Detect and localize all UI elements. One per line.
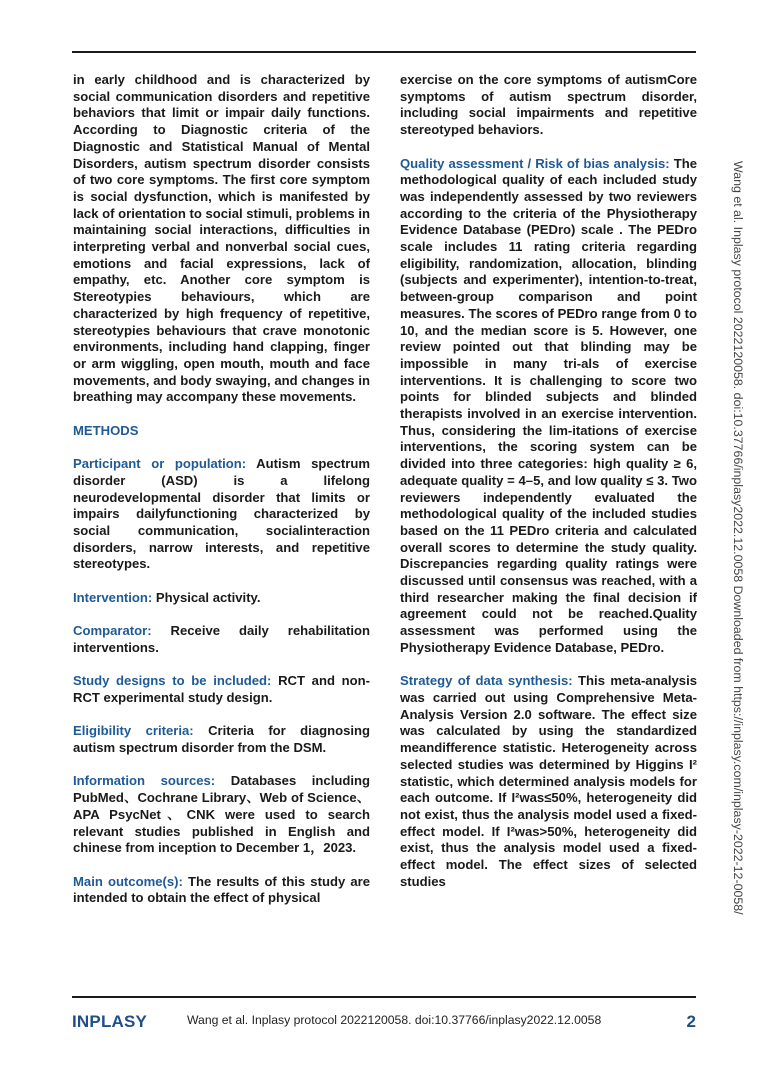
section-intervention — [73, 590, 370, 607]
section-text: The methodological quality of each included study was independently assessed by two reviewers according to the criteria of the Physiotherapy Evidence Database (PEDro) scale . The PEDro scale includes 11 rating criteria regarding eligibility, randomization, allocation, blinding (subjects and experimenter), intention-to-treat, between-group comparison and point measures. The scores of PEDro range from 0 to 10, and the median score is 5. However, one review pointed out that blinding may be impossible in many tri-als of exercise interventions. It is challenging to score two points for blinded subjects and blinded therapists involved in an exercise intervention. Thus, considering the lim-itations of exercise interventions, the scoring system can be divided into three categories: high quality ≥ 6, adequate quality = 4–5, and low quality ≤ 3. Two reviewers independently evaluated the methodological quality of the included studies based on the 11 PEDro criteria and calculated overall scores to determine the study quality. Discrepancies regarding quality ratings were discussed until consensus was reached, with a third researcher making the final decision if agreement could not be reached.Quality assessment was performed using the Physiotherapy Evidence Database, PEDro. — [400, 155, 697, 655]
section-text: Databases including PubMed、Cochrane Library、Web of Science、APA PsycNet、CNK were used to search relevant studies published in English and chinese from inception to December 1，2023. — [73, 773, 370, 856]
section-study-designs — [73, 673, 370, 706]
section-label: Comparator: — [73, 623, 152, 639]
section-text: Physical activity. — [152, 589, 261, 605]
section-data-synthesis — [400, 673, 697, 890]
section-quality-assessment — [400, 156, 697, 657]
section-information-sources — [73, 773, 370, 857]
section-label: Strategy of data synthesis: — [400, 673, 573, 689]
section-label: Information sources: — [73, 773, 216, 789]
intro-paragraph: in early childhood and is characterized by social communication disorders and repetitive behaviors that limit or impair daily functions. According to Diagnostic criteria of the Diagnostic and Statistical Manual of Mental Disorders, autism spectrum disorder consists of two core symptoms. The first core symptom is social dysfunction, which is manifested by lack of orientation to social stimuli, problems in maintaining social interactions, difficulties in interpreting verbal and nonverbal social cues, emotions and facial expressions, lack of empathy, etc. Another core symptom is Stereotypies behaviours, which are characterized by high frequency of repetitive, stereotypies behaviours that crave monotonic environments, including hand clapping, finger or arm wiggling, open mouth, mouth and face movements, and body swaying, and changes in breathing may accompany these movements. — [73, 72, 370, 405]
section-label: Main outcome(s): — [73, 873, 183, 889]
page-footer — [72, 1010, 696, 1034]
page-number: 2 — [686, 1012, 696, 1031]
footer-citation: Wang et al. Inplasy protocol 2022120058. doi:10.37766/inplasy2022.12.0058 — [187, 1013, 602, 1027]
section-comparator — [73, 623, 370, 656]
section-label: Intervention: — [73, 589, 153, 605]
section-text: Receive daily rehabilitation interventions. — [73, 623, 370, 655]
left-column — [73, 72, 370, 907]
section-text: The results of this study are intended to obtain the effect of physical — [73, 873, 371, 906]
top-rule — [72, 51, 696, 53]
section-text: Autism spectrum disorder (ASD) is a lifelong neurodevelopmental disorder that limits or impairs dailyfunctioning characterized by social communication, socialinteraction disorders, narrow interests, and repetitive stereotypes. — [73, 456, 371, 572]
section-main-outcomes — [73, 874, 370, 907]
continuation-paragraph: exercise on the core symptoms of autismCore symptoms of autism spectrum disorder, including social impairments and repetitive stereotyped behaviors. — [400, 72, 697, 138]
section-label: Study designs to be included: — [73, 673, 272, 689]
section-label: Eligibility criteria: — [73, 723, 194, 739]
methods-heading: METHODS — [73, 422, 139, 438]
section-participant — [73, 456, 370, 573]
bottom-rule — [72, 996, 696, 998]
section-text: Criteria for diagnosing autism spectrum disorder from the DSM. — [73, 723, 371, 756]
section-eligibility — [73, 723, 370, 756]
section-text: This meta-analysis was carried out using Comprehensive Meta-Analysis Version 2.0 software. The effect size was calculated by using the standardized meandifference statistic. Heterogeneity across selected studies was determined by Higgins I² statistic, which determined analysis models for each outcome. If I²was≤50%, heterogeneity did not exist, thus the analysis model used a fixed-effect model. If I²was>50%, heterogeneity did exist, thus the analysis model used a fixed-effect model. The effect sizes of selected studies — [400, 673, 697, 889]
section-label: Quality assessment / Risk of bias analysis: — [400, 155, 670, 171]
side-watermark: Wang et al. Inplasy protocol 2022120058. doi:10.37766/inplasy2022.12.0058 Downloaded from https://inplasy.com/inplasy-2022-12-0058/ — [731, 161, 745, 915]
section-text: RCT and non-RCT experimental study design. — [73, 673, 370, 705]
brand-logo: INPLASY — [72, 1012, 148, 1031]
right-column — [400, 72, 697, 890]
section-label: Participant or population: — [73, 456, 247, 472]
